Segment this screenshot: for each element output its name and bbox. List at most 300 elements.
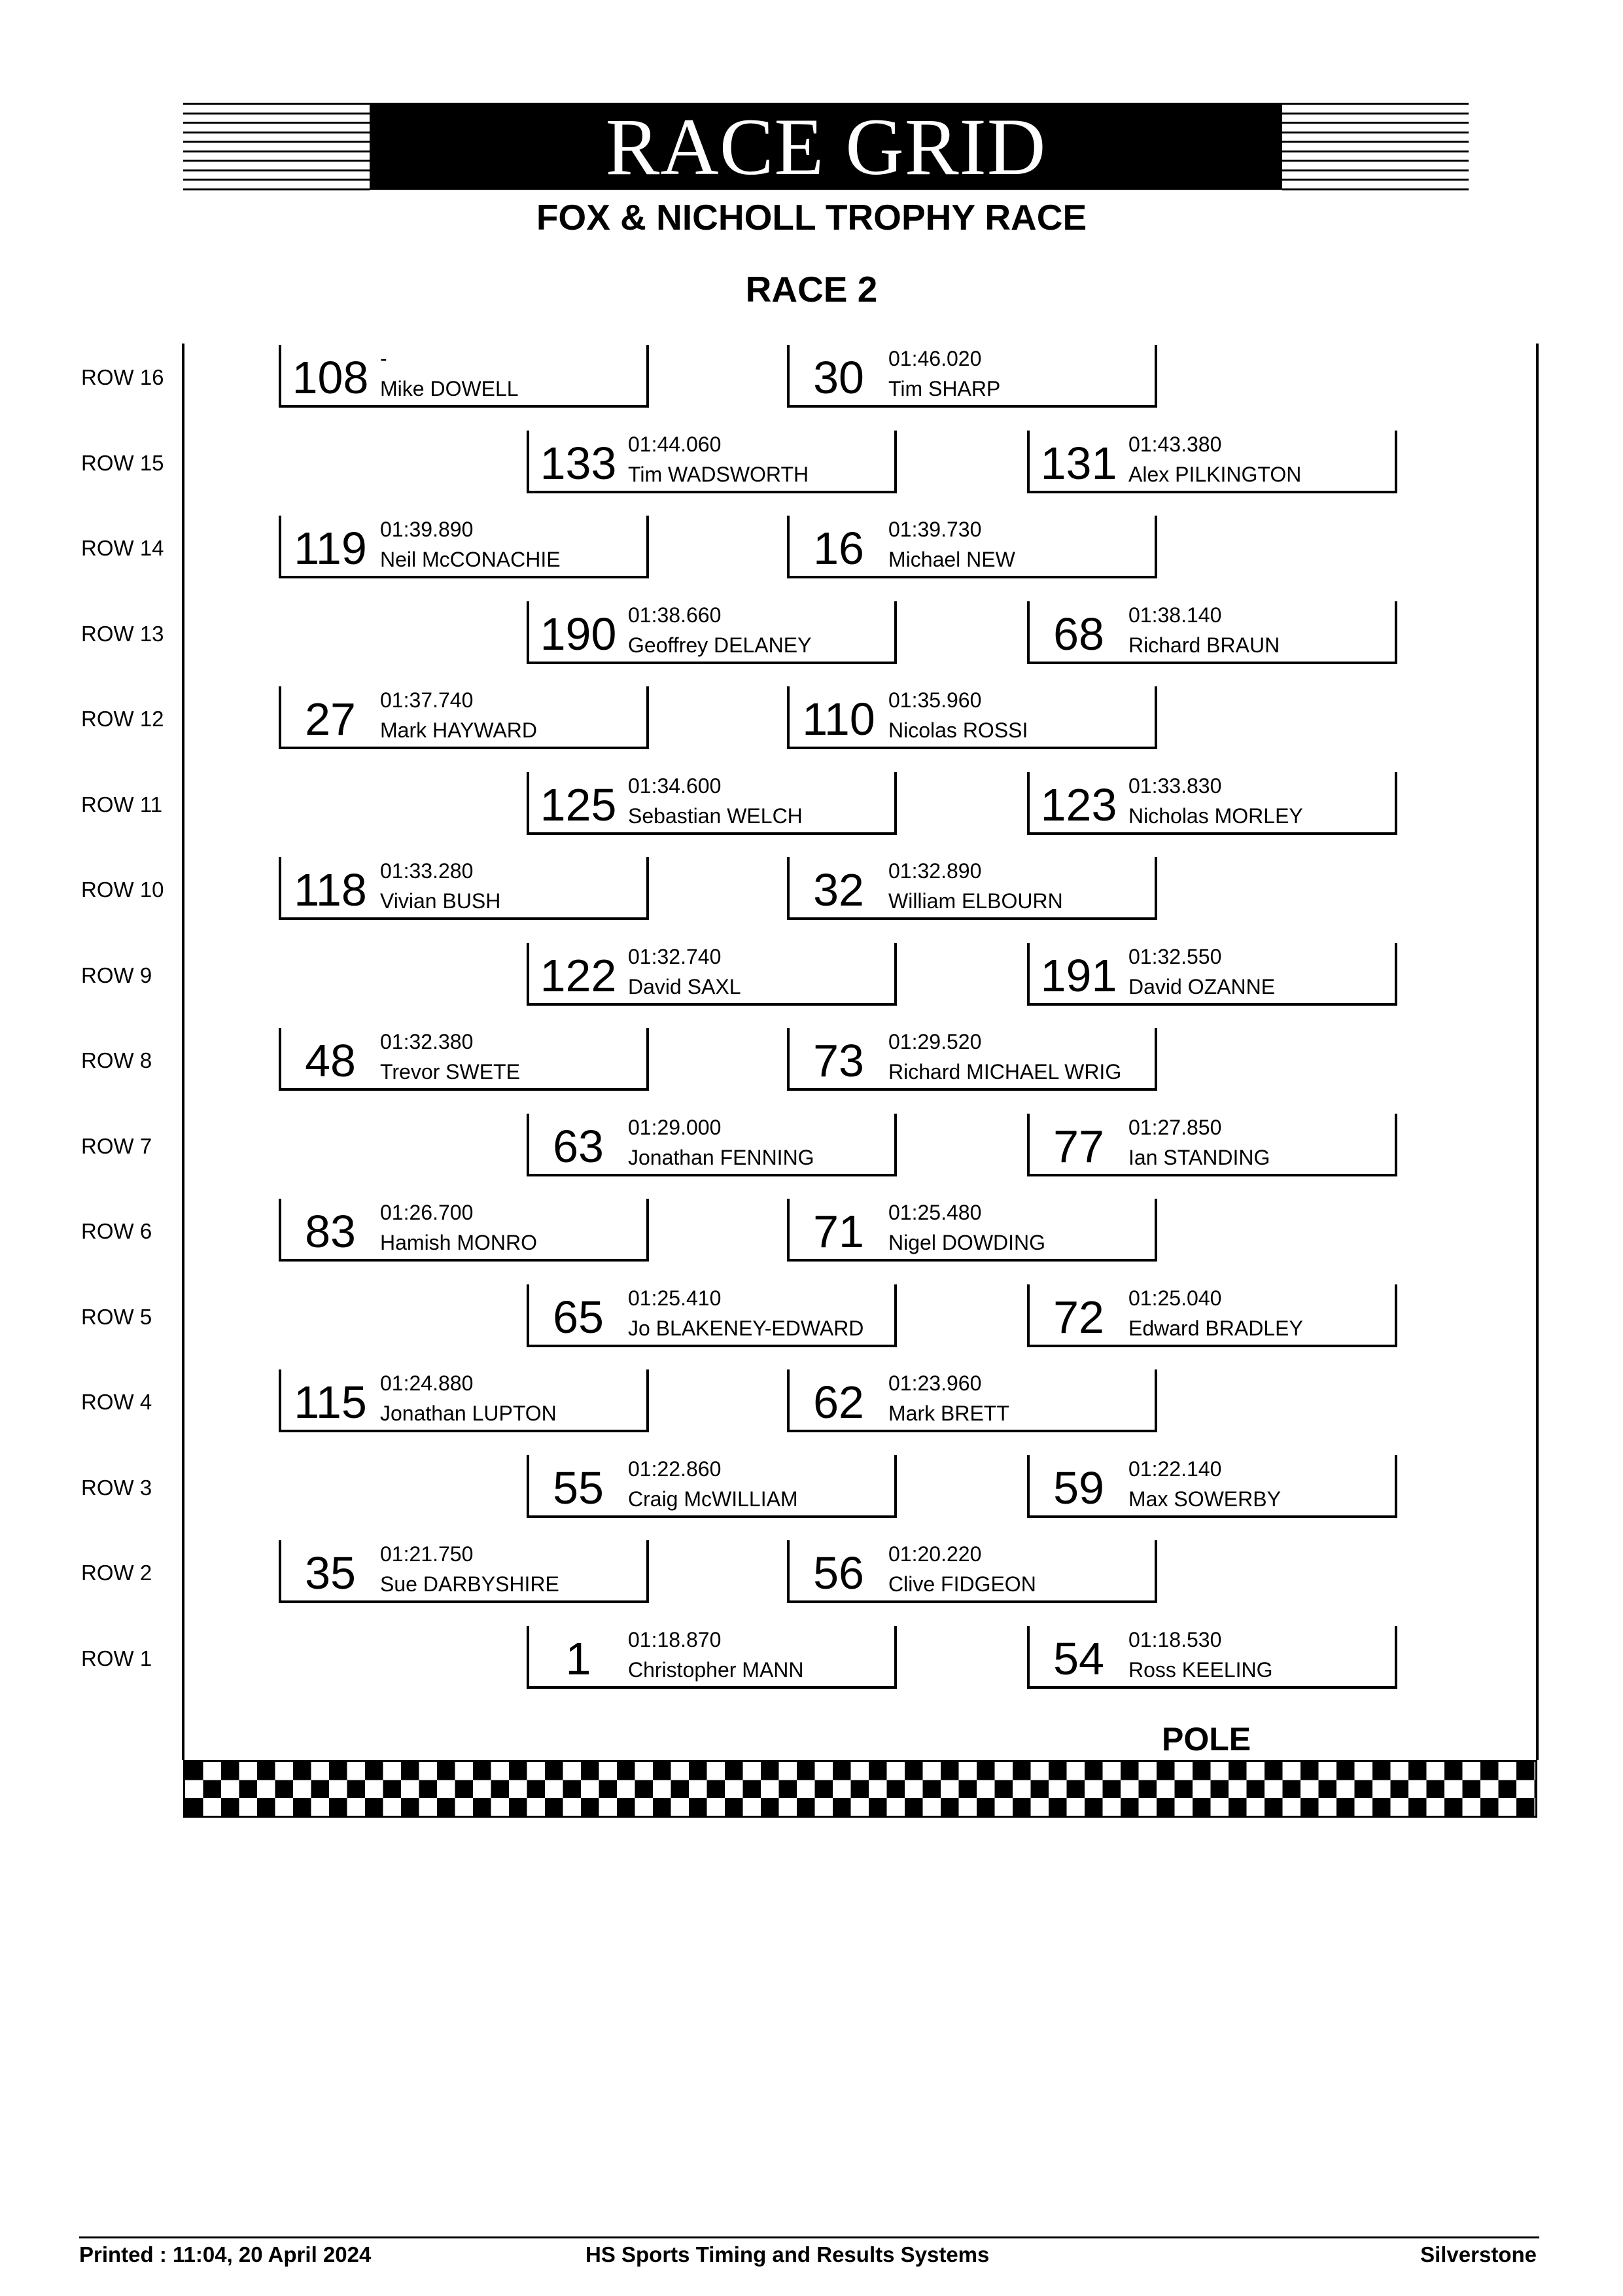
car-number: 115 (294, 1377, 367, 1428)
flag-square (401, 1762, 419, 1780)
flag-square (869, 1798, 887, 1816)
car-number: 77 (1053, 1120, 1104, 1172)
slot-border (646, 1540, 649, 1603)
row-label: ROW 11 (81, 792, 163, 817)
car-number: 56 (813, 1547, 864, 1598)
lap-time: 01:29.000 (628, 1115, 722, 1139)
lap-time: 01:32.380 (380, 1030, 474, 1053)
slot-border (527, 601, 529, 664)
slot-border (1395, 1455, 1397, 1518)
flag-square (239, 1780, 258, 1799)
lap-time: 01:22.860 (628, 1457, 722, 1481)
flag-square (1175, 1780, 1193, 1799)
slot-border (787, 1369, 790, 1432)
event-title: FOX & NICHOLL TROPHY RACE (536, 197, 1087, 238)
row-label: ROW 4 (81, 1390, 152, 1414)
slot-border (1395, 1114, 1397, 1176)
lap-time: 01:39.890 (380, 518, 474, 541)
flag-square (797, 1762, 815, 1780)
flag-square (1193, 1762, 1211, 1780)
banner-stripe (183, 122, 370, 124)
slot-border (646, 1028, 649, 1091)
grid-slot (1027, 772, 1397, 835)
lap-time: 01:25.410 (628, 1286, 722, 1310)
car-number: 71 (813, 1206, 864, 1257)
car-number: 55 (553, 1462, 604, 1513)
slot-border (527, 1626, 529, 1689)
car-number: 131 (1040, 437, 1117, 489)
flag-square (1013, 1762, 1031, 1780)
slot-border (646, 345, 649, 408)
driver-name: Tim WADSWORTH (628, 462, 809, 486)
flag-square (365, 1762, 383, 1780)
flag-square (617, 1762, 635, 1780)
slot-border (646, 857, 649, 920)
grid-slot (1027, 943, 1397, 1006)
flag-square (743, 1780, 761, 1799)
grid-slot (527, 772, 897, 835)
slot-border (894, 1455, 897, 1518)
slot-border (787, 1199, 790, 1262)
flag-square (257, 1798, 275, 1816)
flag-square (581, 1798, 599, 1816)
driver-name: David OZANNE (1128, 974, 1276, 998)
slot-border (894, 431, 897, 493)
banner-stripes-right (1282, 103, 1469, 190)
row-label: ROW 7 (81, 1133, 152, 1158)
flag-square (221, 1762, 239, 1780)
flag-square (509, 1798, 527, 1816)
flag-square (905, 1762, 923, 1780)
grid-slot (527, 1455, 897, 1518)
slot-border (894, 601, 897, 664)
flag-square (1463, 1780, 1481, 1799)
flag-square (725, 1762, 743, 1780)
slot-border (894, 1284, 897, 1347)
flag-square (887, 1780, 905, 1799)
grid-slot (1027, 1114, 1397, 1176)
car-number: 123 (1040, 779, 1117, 830)
grid-slot (279, 1540, 649, 1603)
grid-slot (787, 1199, 1157, 1262)
flag-square (347, 1780, 366, 1799)
slot-border (646, 1369, 649, 1432)
slot-border (1027, 1626, 1030, 1689)
race-label: RACE 2 (745, 269, 878, 309)
row-label: ROW 12 (81, 707, 164, 731)
flag-square (833, 1798, 851, 1816)
flag-square (689, 1798, 707, 1816)
banner-stripe (183, 188, 370, 190)
slot-border (279, 1199, 281, 1262)
flag-square (1265, 1762, 1283, 1780)
car-number: 72 (1053, 1291, 1104, 1343)
driver-name: Edward BRADLEY (1128, 1316, 1303, 1340)
banner-stripe (183, 169, 370, 171)
slot-border (646, 516, 649, 578)
lap-time: 01:18.530 (1128, 1627, 1222, 1651)
slot-border (894, 1114, 897, 1176)
lap-time: 01:43.380 (1128, 432, 1222, 456)
driver-name: Christopher MANN (628, 1657, 804, 1682)
flag-square (1336, 1762, 1355, 1780)
car-number: 190 (540, 608, 617, 660)
driver-name: David SAXL (628, 974, 741, 998)
flag-square (1480, 1798, 1499, 1816)
slot-border (279, 345, 281, 408)
driver-name: Hamish MONRO (380, 1231, 538, 1254)
car-number: 27 (305, 694, 356, 745)
flag-square (761, 1762, 779, 1780)
driver-name: Neil McCONACHIE (380, 548, 561, 571)
car-number: 68 (1053, 608, 1104, 660)
flag-square (1391, 1780, 1409, 1799)
grid-slot (787, 686, 1157, 749)
grid-slot (527, 601, 897, 664)
flag-square (1355, 1780, 1373, 1799)
flag-square (311, 1780, 330, 1799)
row-label: ROW 6 (81, 1219, 152, 1243)
flag-square (941, 1762, 959, 1780)
driver-name: Craig McWILLIAM (628, 1487, 798, 1511)
lap-time: 01:44.060 (628, 432, 722, 456)
flag-square (1372, 1762, 1391, 1780)
driver-name: Richard BRAUN (1128, 633, 1280, 657)
lap-time: 01:21.750 (380, 1542, 474, 1566)
driver-name: Clive FIDGEON (888, 1572, 1036, 1596)
flag-square (671, 1780, 689, 1799)
grid-slot (527, 431, 897, 493)
flag-square (815, 1780, 833, 1799)
flag-square (869, 1762, 887, 1780)
grid-slot (527, 1284, 897, 1347)
grid-left-border (182, 344, 184, 1760)
flag-square (1229, 1762, 1247, 1780)
grid-slot (279, 345, 649, 408)
flag-square (563, 1780, 582, 1799)
slot-border (1395, 1626, 1397, 1689)
grid-slot (1027, 1284, 1397, 1347)
slot-border (1395, 943, 1397, 1006)
driver-name: Geoffrey DELANEY (628, 633, 812, 657)
flag-square (491, 1780, 510, 1799)
flag-square (1067, 1780, 1085, 1799)
flag-square (1229, 1798, 1247, 1816)
flag-square (185, 1762, 203, 1780)
flag-square (473, 1762, 491, 1780)
slot-border (1027, 431, 1030, 493)
driver-name: Vivian BUSH (380, 889, 501, 913)
flag-square (905, 1798, 923, 1816)
slot-border (1395, 601, 1397, 664)
grid-slot (279, 857, 649, 920)
grid-slot (1027, 1455, 1397, 1518)
flag-square (689, 1762, 707, 1780)
lap-time: - (380, 347, 387, 370)
slot-border (279, 516, 281, 578)
flag-square (653, 1762, 671, 1780)
banner-stripe (1282, 132, 1469, 133)
car-number: 35 (305, 1547, 356, 1598)
flag-square (1211, 1780, 1229, 1799)
driver-name: Mark BRETT (888, 1402, 1009, 1425)
flag-square (959, 1780, 977, 1799)
flag-square (1535, 1780, 1536, 1799)
flag-square (365, 1798, 383, 1816)
lap-time: 01:34.600 (628, 773, 722, 798)
flag-square (455, 1780, 474, 1799)
lap-time: 01:26.700 (380, 1201, 474, 1224)
car-number: 16 (813, 523, 864, 574)
lap-time: 01:33.280 (380, 859, 474, 883)
slot-border (1155, 686, 1157, 749)
grid-slot (279, 1028, 649, 1091)
flag-square (1013, 1798, 1031, 1816)
flag-square (1193, 1798, 1211, 1816)
flag-square (1372, 1798, 1391, 1816)
lap-time: 01:38.660 (628, 603, 722, 627)
car-number: 125 (540, 779, 617, 830)
lap-time: 01:25.040 (1128, 1286, 1222, 1310)
lap-time: 01:18.870 (628, 1627, 722, 1651)
driver-name: Ian STANDING (1128, 1145, 1270, 1169)
slot-border (527, 431, 529, 493)
banner-stripe (1282, 188, 1469, 190)
slot-border (279, 1028, 281, 1091)
footer-printed: Printed : 11:04, 20 April 2024 (79, 2242, 372, 2267)
flag-square (293, 1798, 311, 1816)
row-label: ROW 5 (81, 1304, 152, 1329)
slot-border (1027, 1114, 1030, 1176)
lap-time: 01:46.020 (888, 347, 982, 370)
car-number: 83 (305, 1206, 356, 1257)
car-number: 59 (1053, 1462, 1104, 1513)
banner-stripe (183, 179, 370, 181)
grid-slot (279, 1369, 649, 1432)
row-label: ROW 16 (81, 365, 164, 389)
slot-border (646, 1199, 649, 1262)
flag-square (1480, 1762, 1499, 1780)
driver-name: Ross KEELING (1128, 1657, 1273, 1682)
grid-slot (527, 1626, 897, 1689)
row-label: ROW 1 (81, 1646, 152, 1670)
flag-square (509, 1762, 527, 1780)
grid-slot (527, 943, 897, 1006)
banner-stripe (1282, 150, 1469, 152)
flag-square (383, 1780, 402, 1799)
driver-name: Sebastian WELCH (628, 804, 803, 828)
driver-name: Jonathan LUPTON (380, 1402, 557, 1425)
footer-venue: Silverstone (1420, 2242, 1537, 2267)
flag-square (617, 1798, 635, 1816)
driver-name: Jo BLAKENEY-EDWARD (628, 1316, 864, 1340)
banner-stripe (183, 160, 370, 162)
flag-square (1265, 1798, 1283, 1816)
banner-stripe (183, 132, 370, 133)
slot-border (527, 1114, 529, 1176)
banner-stripe (1282, 122, 1469, 124)
flag-square (1247, 1780, 1265, 1799)
grid-slot (787, 1369, 1157, 1432)
flag-square (1499, 1780, 1517, 1799)
slot-border (787, 516, 790, 578)
driver-name: Nicolas ROSSI (888, 718, 1028, 742)
banner-stripe (1282, 169, 1469, 171)
slot-border (1027, 772, 1030, 835)
driver-name: Richard MICHAEL WRIG (888, 1060, 1122, 1084)
slot-border (527, 1284, 529, 1347)
slot-border (787, 345, 790, 408)
slot-border (527, 943, 529, 1006)
slot-border (279, 857, 281, 920)
slot-border (787, 857, 790, 920)
driver-name: Max SOWERBY (1128, 1487, 1281, 1511)
slot-border (527, 772, 529, 835)
slot-border (1395, 431, 1397, 493)
car-number: 110 (802, 694, 875, 745)
footer-provider: HS Sports Timing and Results Systems (585, 2242, 990, 2267)
grid-slot (1027, 431, 1397, 493)
driver-name: Jonathan FENNING (628, 1145, 814, 1169)
grid-slot (527, 1114, 897, 1176)
flag-square (599, 1780, 618, 1799)
driver-name: Tim SHARP (888, 377, 1001, 400)
flag-square (977, 1762, 995, 1780)
slot-border (1155, 345, 1157, 408)
row-label: ROW 13 (81, 621, 164, 646)
banner-stripe (1282, 141, 1469, 143)
flag-square (707, 1780, 725, 1799)
slot-border (279, 686, 281, 749)
flag-square (185, 1798, 203, 1816)
car-number: 65 (553, 1291, 604, 1343)
flag-square (1103, 1780, 1121, 1799)
flag-square (257, 1762, 275, 1780)
driver-name: Michael NEW (888, 548, 1015, 571)
flag-square (1121, 1798, 1139, 1816)
grid-right-border (1536, 344, 1539, 1760)
car-number: 63 (553, 1120, 604, 1172)
flag-square (1516, 1762, 1535, 1780)
lap-time: 01:35.960 (888, 688, 982, 712)
flag-square (1408, 1798, 1427, 1816)
slot-border (1155, 1028, 1157, 1091)
flag-square (293, 1762, 311, 1780)
lap-time: 01:38.140 (1128, 603, 1222, 627)
flag-square (1031, 1780, 1049, 1799)
grid-slot (1027, 1626, 1397, 1689)
pole-label: POLE (1162, 1721, 1251, 1757)
slot-border (894, 1626, 897, 1689)
flag-square (1049, 1798, 1067, 1816)
banner-stripe (183, 150, 370, 152)
lap-time: 01:22.140 (1128, 1457, 1222, 1481)
flag-square (275, 1780, 294, 1799)
flag-square (779, 1780, 797, 1799)
grid-slot (787, 1028, 1157, 1091)
lap-time: 01:27.850 (1128, 1115, 1222, 1139)
car-number: 48 (305, 1035, 356, 1086)
lap-time: 01:24.880 (380, 1371, 474, 1395)
row-label: ROW 2 (81, 1561, 152, 1585)
flag-square (419, 1780, 438, 1799)
car-number: 118 (294, 864, 367, 915)
driver-name: Mike DOWELL (380, 377, 519, 400)
flag-square (635, 1780, 654, 1799)
flag-square (1444, 1762, 1463, 1780)
car-number: 108 (292, 352, 369, 403)
slot-border (1155, 857, 1157, 920)
flag-square (401, 1798, 419, 1816)
flag-square (1157, 1798, 1175, 1816)
flag-square (653, 1798, 671, 1816)
banner-stripe (1282, 179, 1469, 181)
car-number: 133 (540, 437, 617, 489)
driver-name: Mark HAYWARD (380, 718, 537, 742)
flag-square (1300, 1798, 1319, 1816)
flag-square (1139, 1780, 1157, 1799)
slot-border (1155, 516, 1157, 578)
slot-border (787, 686, 790, 749)
row-label: ROW 8 (81, 1048, 152, 1072)
flag-square (1283, 1780, 1301, 1799)
grid-slot (279, 1199, 649, 1262)
banner-title: RACE GRID (370, 103, 1282, 190)
slot-border (894, 772, 897, 835)
driver-name: Nigel DOWDING (888, 1231, 1046, 1254)
banner-stripe (183, 103, 370, 105)
slot-border (1027, 1455, 1030, 1518)
flag-square (977, 1798, 995, 1816)
flag-square (473, 1798, 491, 1816)
flag-square (923, 1780, 941, 1799)
banner-stripe (1282, 103, 1469, 105)
slot-border (787, 1028, 790, 1091)
grid-slot (787, 857, 1157, 920)
grid-slot (279, 686, 649, 749)
flag-square (203, 1780, 222, 1799)
flag-square (851, 1780, 869, 1799)
flag-square (761, 1798, 779, 1816)
flag-square (437, 1798, 455, 1816)
row-label: ROW 9 (81, 963, 152, 987)
banner-stripe (1282, 113, 1469, 115)
lap-time: 01:23.960 (888, 1371, 982, 1395)
slot-border (646, 686, 649, 749)
grid-slot (787, 1540, 1157, 1603)
flag-square (545, 1762, 563, 1780)
flag-square (1427, 1780, 1445, 1799)
flag-square (1319, 1780, 1337, 1799)
banner-stripe (1282, 160, 1469, 162)
slot-border (1027, 601, 1030, 664)
flag-square (833, 1762, 851, 1780)
grid-slot (279, 516, 649, 578)
slot-border (279, 1540, 281, 1603)
slot-border (1155, 1199, 1157, 1262)
row-label: ROW 14 (81, 536, 164, 560)
grid-slot (1027, 601, 1397, 664)
slot-border (1155, 1540, 1157, 1603)
row-label: ROW 15 (81, 450, 164, 475)
car-number: 73 (813, 1035, 864, 1086)
slot-border (894, 943, 897, 1006)
flag-square (941, 1798, 959, 1816)
slot-border (1027, 943, 1030, 1006)
grid-slot (787, 516, 1157, 578)
flag-square (797, 1798, 815, 1816)
flag-square (1085, 1798, 1103, 1816)
